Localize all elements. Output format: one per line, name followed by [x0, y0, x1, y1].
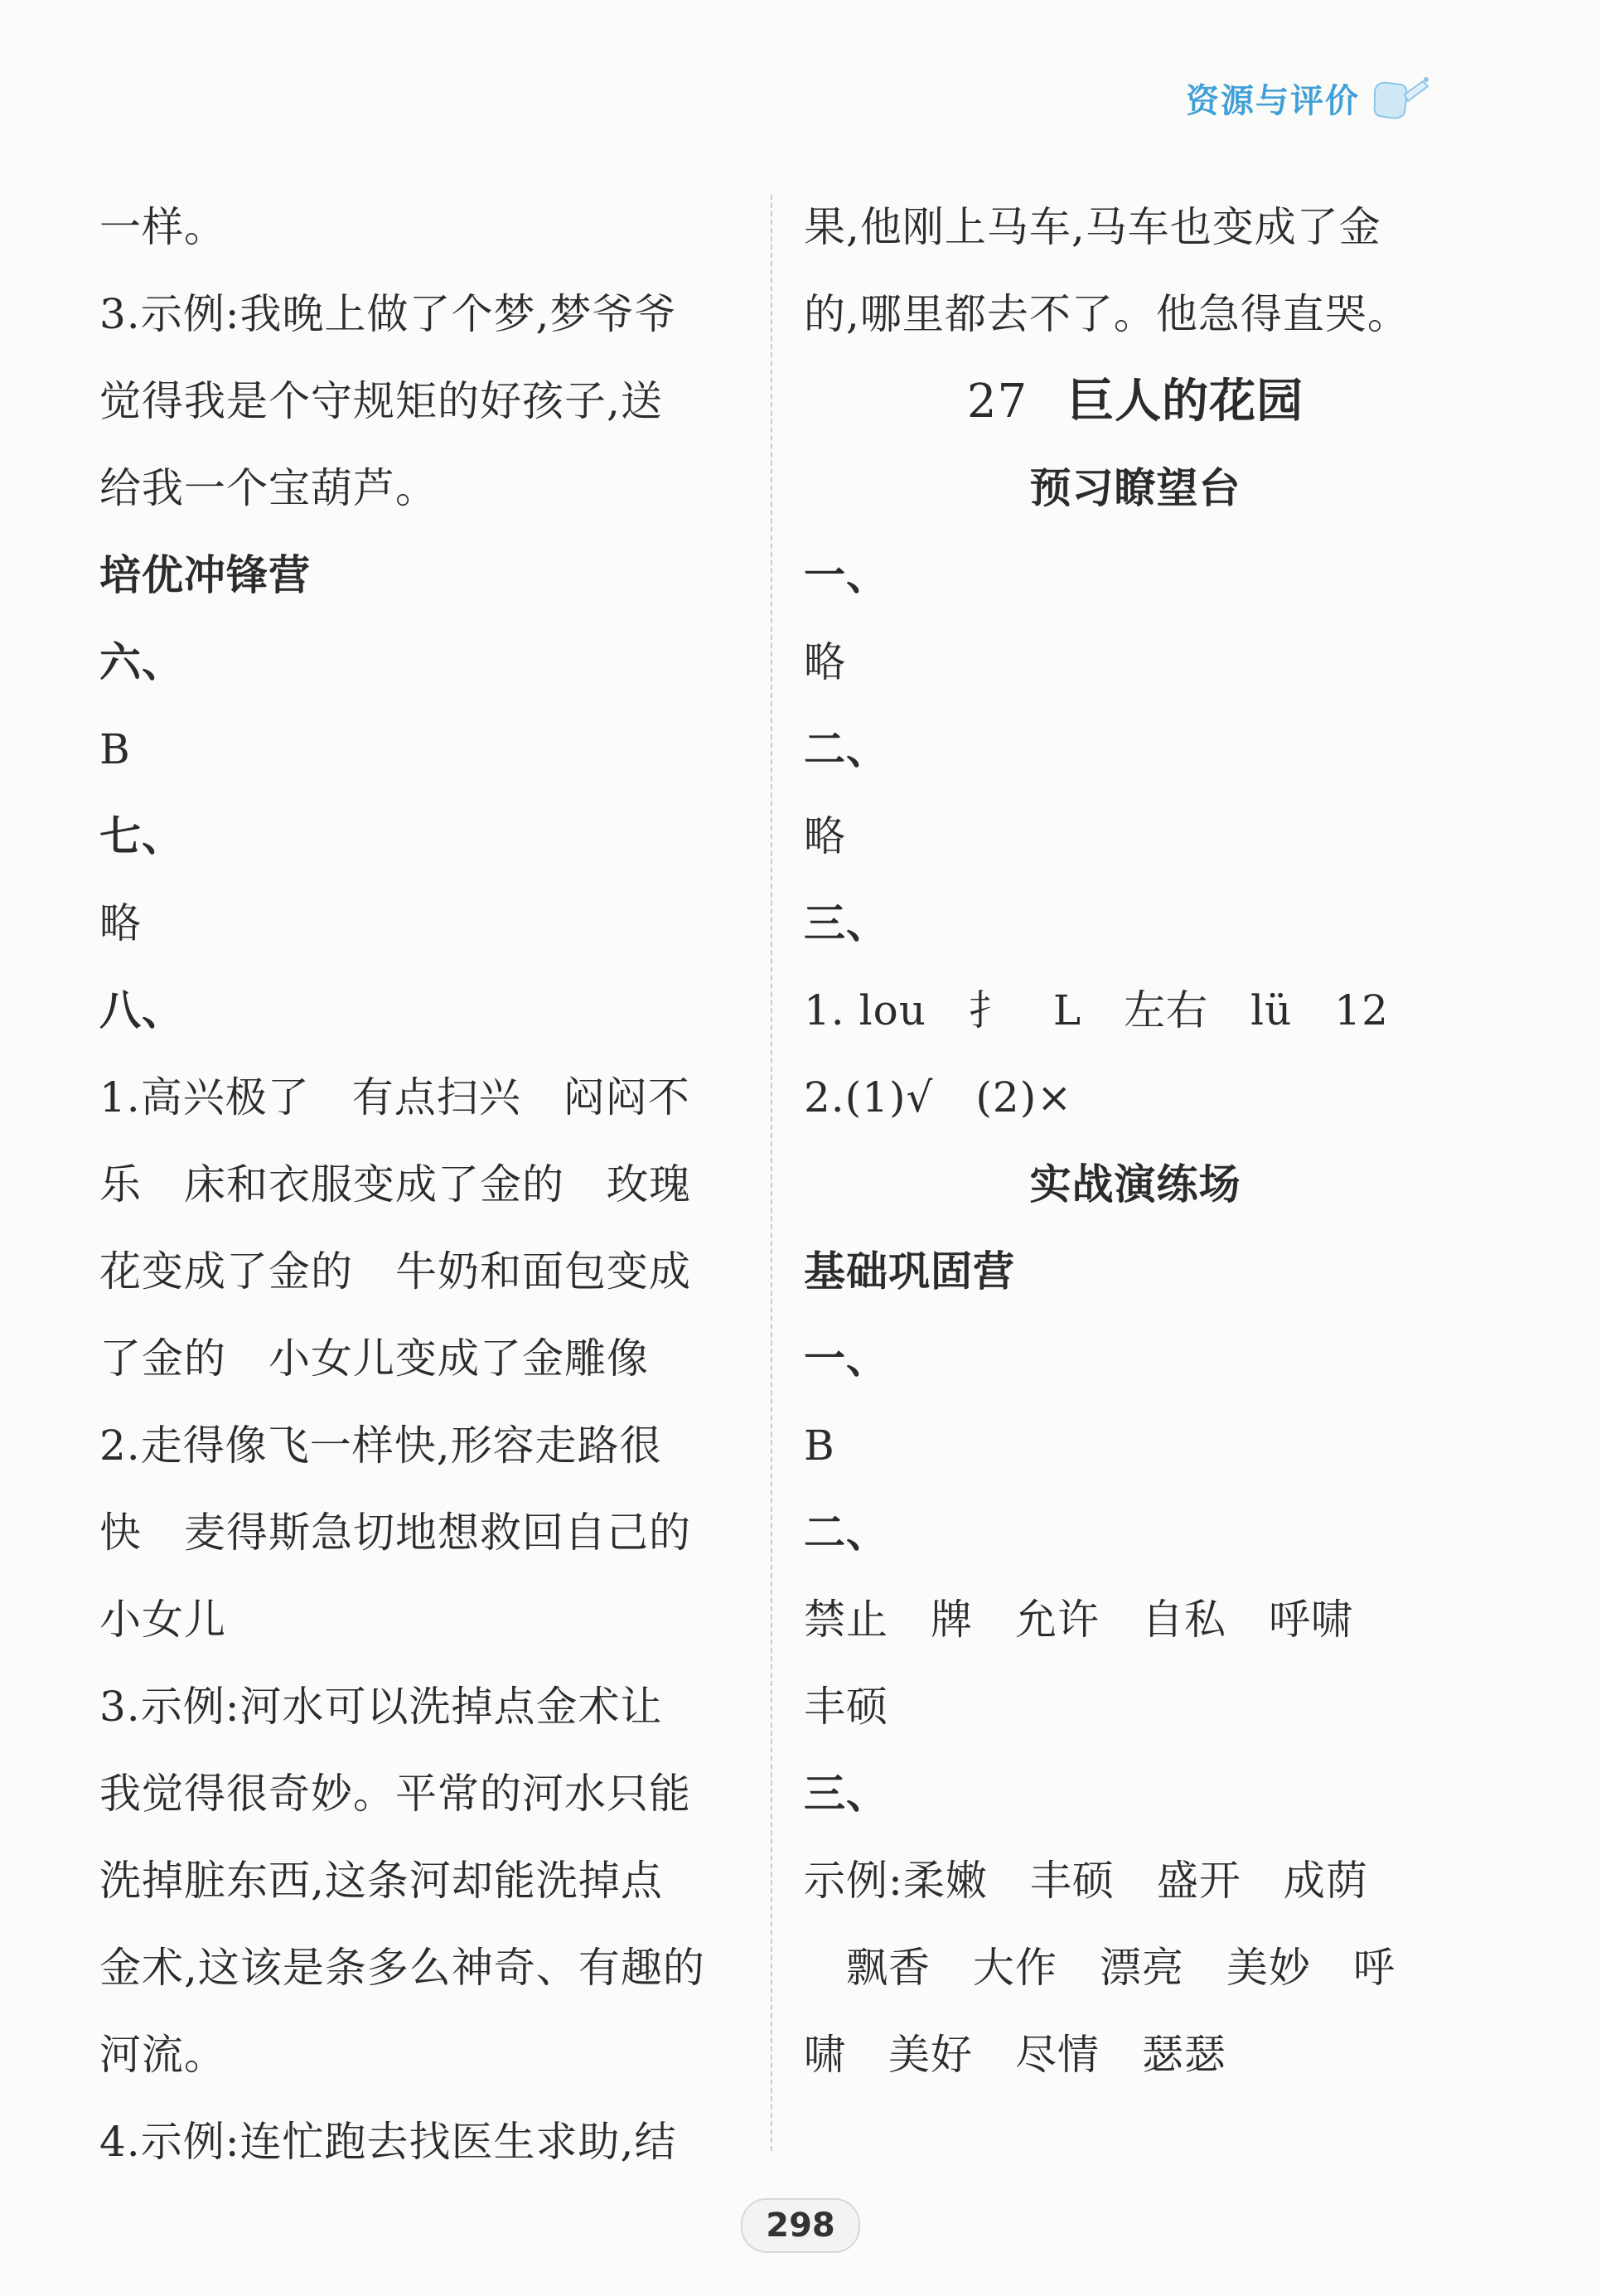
- answer-line: 觉得我是个守规矩的好孩子,送: [99, 377, 663, 425]
- left-column: [99, 184, 762, 2186]
- answer-line: 3.示例:我晚上做了个梦,梦爷爷: [99, 290, 677, 338]
- answer-line: 给我一个宝葫芦。: [99, 464, 438, 512]
- answer-line: 了金的 小女儿变成了金雕像: [99, 1334, 649, 1383]
- section-heading: 基础巩固营: [804, 1247, 1015, 1296]
- answer-line: 示例:柔嫩 丰硕 盛开 成荫: [804, 1857, 1368, 1905]
- answer-line: 金术,这该是条多么神奇、有趣的: [99, 1944, 705, 1992]
- answer-line: 3.示例:河水可以洗掉点金术让: [99, 1683, 663, 1731]
- question-number: 六、: [99, 638, 184, 686]
- answer-line: 2.走得像飞一样快,形容走路很: [99, 1422, 662, 1470]
- answer-line: 丰硕: [804, 1683, 888, 1731]
- page-number: 298: [741, 2198, 860, 2253]
- answer-line: B: [99, 725, 131, 773]
- answer-line: 河流。: [99, 2031, 226, 2079]
- column-divider: [771, 195, 772, 2151]
- header-brand: [1186, 73, 1431, 123]
- question-number: 二、: [804, 725, 888, 773]
- answer-line: 略: [804, 812, 846, 860]
- lesson-number: 27: [966, 375, 1028, 429]
- question-number: 一、: [804, 1334, 888, 1383]
- section-heading-preview: 预习瞭望台: [1029, 464, 1241, 512]
- answer-line: 快 麦得斯急切地想救回自己的: [99, 1509, 691, 1557]
- question-number: 三、: [804, 899, 888, 947]
- answer-line: 的,哪里都去不了。他急得直哭。: [804, 290, 1410, 338]
- question-number: 八、: [99, 986, 184, 1034]
- answer-line: 1. lou 扌 L 左右 lü 12: [804, 986, 1389, 1034]
- section-heading-practice: 实战演练场: [1029, 1160, 1241, 1209]
- answer-line: 一样。: [99, 203, 226, 251]
- answer-line: 果,他刚上马车,马车也变成了金: [804, 203, 1381, 251]
- question-number: 二、: [804, 1509, 888, 1557]
- answer-line: 1.高兴极了 有点扫兴 闷闷不: [99, 1073, 690, 1121]
- watering-can-icon: [1368, 73, 1431, 123]
- answer-line: 2.(1)√ (2)×: [804, 1073, 1073, 1121]
- question-number: 一、: [804, 551, 888, 599]
- question-number: 七、: [99, 812, 184, 860]
- answer-line: 飘香 大作 漂亮 美妙 呼: [804, 1944, 1395, 1992]
- answer-line: 禁止 牌 允许 自私 呼啸: [804, 1596, 1353, 1644]
- right-column: [804, 184, 1467, 2099]
- answer-line: 4.示例:连忙跑去找医生求助,结: [99, 2118, 677, 2166]
- question-number: 三、: [804, 1770, 888, 1818]
- answer-line: 啸 美好 尽情 瑟瑟: [804, 2031, 1226, 2079]
- answer-line: B: [804, 1422, 835, 1470]
- lesson-name: 巨人的花园: [1067, 375, 1304, 429]
- answer-line: 花变成了金的 牛奶和面包变成: [99, 1247, 691, 1296]
- answer-line: 乐 床和衣服变成了金的 玫瑰: [99, 1160, 691, 1209]
- section-heading: 培优冲锋营: [99, 551, 311, 599]
- brand-text: 资源与评价: [1186, 81, 1360, 120]
- lesson-title: [804, 358, 1467, 445]
- answer-line: 我觉得很奇妙。平常的河水只能: [99, 1770, 691, 1818]
- answer-line: 略: [99, 899, 142, 947]
- answer-line: 洗掉脏东西,这条河却能洗掉点: [99, 1857, 663, 1905]
- answer-line: 略: [804, 638, 846, 686]
- answer-line: 小女儿: [99, 1596, 226, 1644]
